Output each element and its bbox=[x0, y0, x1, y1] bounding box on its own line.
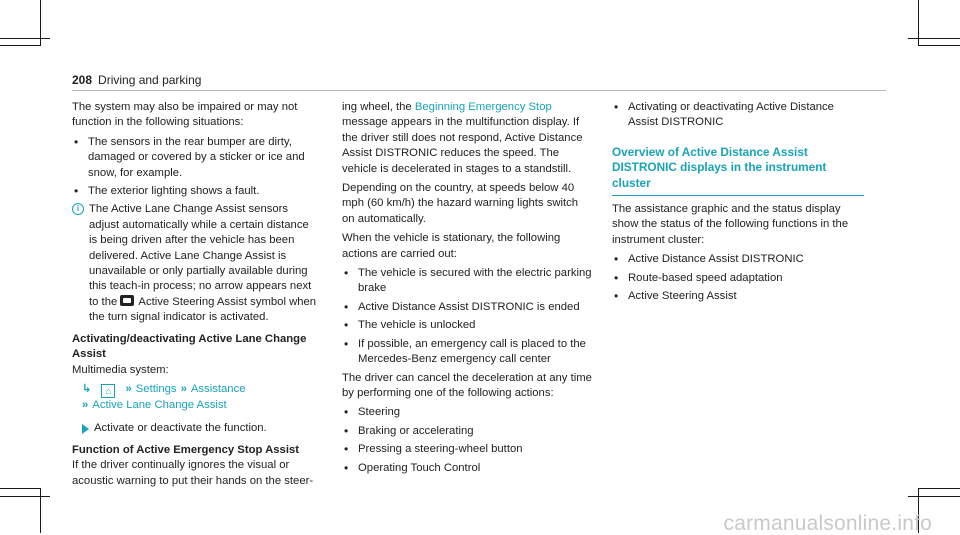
system-label: Multimedia system: bbox=[72, 363, 169, 376]
list-item: • Active Distance Assist DISTRONIC is ended bbox=[342, 300, 592, 315]
menu-path bbox=[72, 382, 320, 413]
column-2 bbox=[342, 100, 592, 479]
action-text: Activate or deactivate the function. bbox=[94, 422, 267, 435]
paragraph: Depending on the country, at speeds below 40 mph (60 km/h) the hazard warning lights switch on automatically. bbox=[342, 182, 579, 225]
paragraph bbox=[342, 100, 592, 177]
chevron-icon: » bbox=[82, 398, 89, 411]
list-item: • The vehicle is secured with the electric parking brake bbox=[342, 266, 592, 297]
page-number: 208 bbox=[72, 73, 93, 87]
bullet-list bbox=[72, 135, 320, 200]
crop-mark bbox=[0, 45, 41, 46]
paragraph-text: message appears in the multifunction display. If the driver still does not respond, Active Distance Assist DISTRONIC reduces the speed. The vehicle is decelerated in stages to a standstill. bbox=[342, 116, 583, 175]
bullet-list bbox=[612, 100, 864, 131]
crop-mark bbox=[0, 488, 41, 489]
message-link: Beginning Emergency Stop bbox=[414, 101, 552, 113]
chevron-icon: » bbox=[180, 382, 187, 395]
paragraph: If the driver continually ignores the visual or acoustic warning to put their hands on the steer- bbox=[72, 459, 314, 487]
path-item-settings: Settings bbox=[135, 382, 177, 395]
crop-mark bbox=[918, 45, 960, 46]
path-item-assistance: Assistance bbox=[190, 382, 246, 395]
page-header bbox=[72, 73, 201, 88]
paragraph: The driver can cancel the deceleration at any time by performing one of the following actions: bbox=[342, 371, 592, 399]
action-step bbox=[72, 421, 320, 436]
bullet-list bbox=[342, 405, 592, 476]
paragraph: When the vehicle is stationary, the following actions are carried out: bbox=[342, 232, 561, 260]
list-item: • Route-based speed adaptation bbox=[612, 271, 864, 286]
bullet-list bbox=[342, 266, 592, 367]
crop-mark bbox=[908, 38, 960, 39]
paragraph-text: ing wheel, the bbox=[342, 101, 412, 113]
watermark: carmanualsonline.info bbox=[723, 511, 932, 535]
chevron-icon: » bbox=[125, 382, 132, 395]
return-arrow-icon: ↳ bbox=[82, 382, 92, 395]
list-item: • Active Steering Assist bbox=[612, 289, 864, 304]
crop-mark bbox=[918, 0, 919, 46]
list-item: • Pressing a steering-wheel button bbox=[342, 442, 592, 457]
note-box bbox=[72, 202, 320, 325]
crop-mark bbox=[908, 496, 960, 497]
section-heading: Overview of Active Distance Assist DISTRONIC displays in the instrument cluster bbox=[612, 145, 864, 196]
list-item: • If possible, an emergency call is placed to the Mercedes-Benz emergency call center bbox=[342, 337, 592, 368]
crop-mark bbox=[40, 0, 41, 46]
intro-text: The system may also be impaired or may not function in the following situations: bbox=[72, 101, 298, 129]
path-item-active-lane-change: Active Lane Change Assist bbox=[92, 398, 227, 411]
steering-assist-icon bbox=[120, 295, 134, 306]
heading: Function of Active Emergency Stop Assist bbox=[72, 443, 300, 456]
crop-mark bbox=[40, 488, 41, 533]
crop-mark bbox=[0, 38, 50, 39]
list-item: • The sensors in the rear bumper are dirty, damaged or covered by a sticker or ice and snow, for example. bbox=[72, 135, 320, 181]
crop-mark bbox=[918, 488, 960, 489]
action-triangle-icon bbox=[82, 424, 89, 434]
header-rule bbox=[72, 90, 886, 91]
list-item: • The exterior lighting shows a fault. bbox=[72, 184, 320, 199]
list-item: • Steering bbox=[342, 405, 592, 420]
list-item: • Active Distance Assist DISTRONIC bbox=[612, 252, 864, 267]
section-title: Driving and parking bbox=[98, 73, 202, 87]
list-item: • Activating or deactivating Active Distance Assist DISTRONIC bbox=[612, 100, 864, 131]
paragraph: The assistance graphic and the status display show the status of the following functions in the instrument cluster: bbox=[612, 203, 849, 246]
column-1 bbox=[72, 100, 320, 493]
column-3 bbox=[612, 100, 864, 307]
list-item: • Braking or accelerating bbox=[342, 424, 592, 439]
list-item: • The vehicle is unlocked bbox=[342, 318, 592, 333]
home-icon: ⌂ bbox=[101, 384, 115, 398]
note-text: Active Steering Assist symbol when the turn signal indicator is activated. bbox=[89, 295, 317, 324]
bullet-list bbox=[612, 252, 864, 304]
note-text: The Active Lane Change Assist sensors adjust automatically while a certain distance is being driven after the vehicle has been delivered. Active Lane Change Assist is unavailable or only partially available during this teach-in process; no arrow appears next to the bbox=[89, 203, 312, 308]
info-icon: i bbox=[72, 203, 84, 215]
heading: Activating/deactivating Active Lane Change Assist bbox=[72, 332, 307, 361]
list-item: • Operating Touch Control bbox=[342, 461, 592, 476]
crop-mark bbox=[0, 496, 50, 497]
